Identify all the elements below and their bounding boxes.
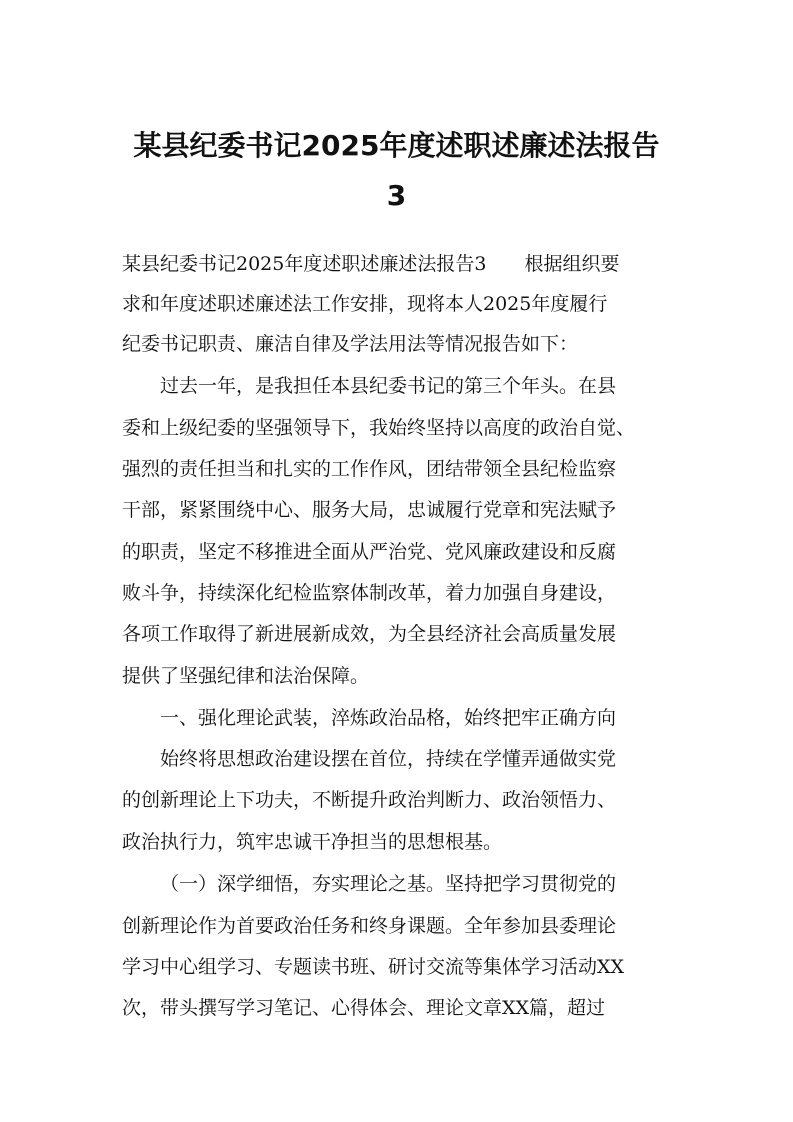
body-line: 的创新理论上下功夫，不断提升政治判断力、政治领悟力、 — [122, 789, 617, 811]
paragraph-first-line: 过去一年，是我担任本县纪委书记的第三个年头。在县 — [160, 375, 617, 397]
document-title: 某县纪委书记2025年度述职述廉述法报告 — [133, 129, 660, 162]
body-line: 次，带头撰写学习笔记、心得体会、理论文章XX篇，超过 — [122, 997, 606, 1019]
body-line: 败斗争，持续深化纪检监察体制改革，着力加强自身建设， — [122, 582, 617, 604]
body-line: 提供了坚强纪律和法治保障。 — [122, 665, 370, 687]
section-heading: 一、强化理论武装，淬炼政治品格，始终把牢正确方向 — [160, 707, 617, 729]
document-title-number: 3 — [386, 179, 407, 212]
body-line: 求和年度述职述廉述法工作安排，现将本人2025年度履行 — [122, 293, 608, 315]
body-line: 某县纪委书记2025年度述职述廉述法报告3 根据组织要 — [122, 253, 620, 275]
subsection-first-line: （一）深学细悟，夯实理论之基。坚持把学习贯彻党的 — [160, 873, 617, 895]
body-line: 的职责，坚定不移推进全面从严治党、党风廉政建设和反腐 — [122, 541, 617, 563]
body-line: 学习中心组学习、专题读书班、研讨交流等集体学习活动XX — [122, 956, 625, 978]
body-line: 政治执行力，筑牢忠诚干净担当的思想根基。 — [122, 831, 503, 853]
body-line: 强烈的责任担当和扎实的工作作风，团结带领全县纪检监察 — [122, 458, 617, 480]
body-line: 创新理论作为首要政治任务和终身课题。全年参加县委理论 — [122, 915, 617, 937]
body-line: 纪委书记职责、廉洁自律及学法用法等情况报告如下： — [122, 333, 579, 355]
body-line: 委和上级纪委的坚强领导下，我始终坚持以高度的政治自觉、 — [122, 417, 636, 439]
paragraph-first-line: 始终将思想政治建设摆在首位，持续在学懂弄通做实党 — [160, 748, 617, 770]
body-line: 各项工作取得了新进展新成效，为全县经济社会高质量发展 — [122, 623, 617, 645]
body-line: 干部，紧紧围绕中心、服务大局，忠诚履行党章和宪法赋予 — [122, 499, 617, 521]
